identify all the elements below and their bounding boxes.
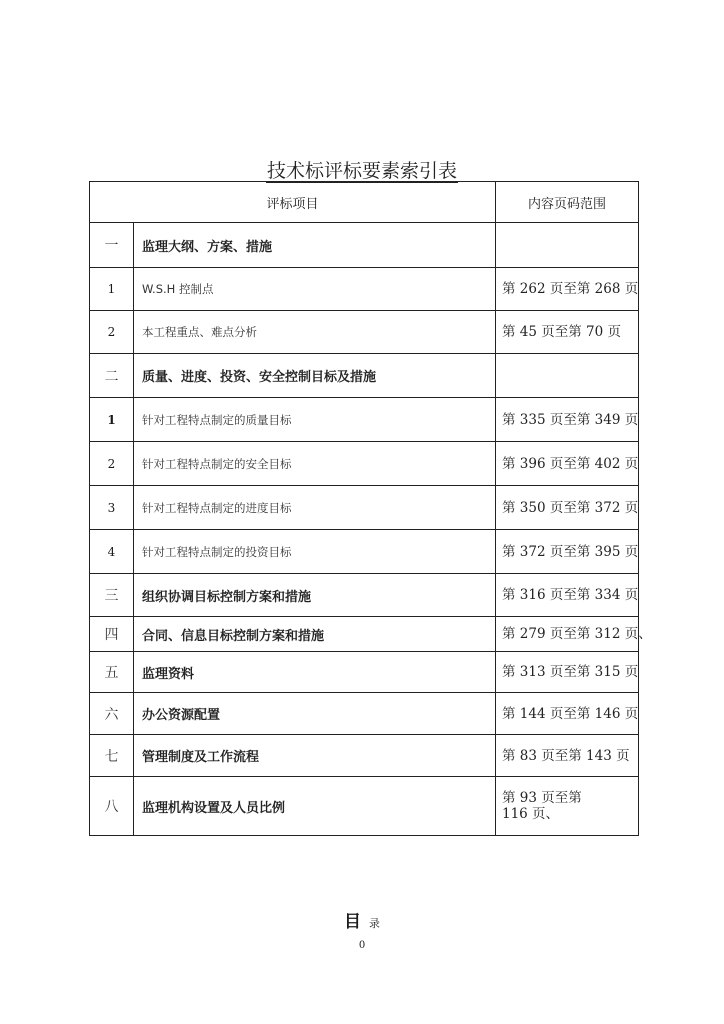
row-number: 四 bbox=[90, 617, 134, 652]
section-row bbox=[90, 652, 639, 693]
row-label: 办公资源配置 bbox=[134, 693, 496, 735]
row-number: 三 bbox=[90, 574, 134, 617]
row-number: 八 bbox=[90, 777, 134, 836]
row-page-range: 第 316 页至第 334 页 bbox=[496, 574, 639, 617]
row-page-range: 第 396 页至第 402 页 bbox=[496, 442, 639, 486]
section-row bbox=[90, 574, 639, 617]
row-label: 组织协调目标控制方案和措施 bbox=[134, 574, 496, 617]
item-row bbox=[90, 268, 639, 311]
row-label: W.S.H 控制点 bbox=[134, 268, 496, 311]
document-title-text: 技术标评标要素索引表 bbox=[266, 160, 457, 182]
index-table bbox=[89, 181, 652, 836]
row-number: 五 bbox=[90, 652, 134, 693]
row-number: 一 bbox=[90, 223, 134, 268]
row-page-range: 第 93 页至第 116 页、 bbox=[496, 777, 639, 836]
item-row bbox=[90, 442, 639, 486]
row-page-range: 第 372 页至第 395 页 bbox=[496, 530, 639, 574]
row-page-range: 第 45 页至第 70 页 bbox=[496, 311, 639, 354]
table-header-row bbox=[90, 182, 639, 223]
row-number: 4 bbox=[90, 530, 134, 574]
row-label: 合同、信息目标控制方案和措施 bbox=[134, 617, 496, 652]
item-row bbox=[90, 311, 639, 354]
section-row bbox=[90, 777, 639, 836]
row-page-range: 第 335 页至第 349 页 bbox=[496, 398, 639, 442]
row-label: 针对工程特点制定的进度目标 bbox=[134, 486, 496, 530]
toc-heading-small: 录 bbox=[369, 917, 380, 930]
section-row bbox=[90, 735, 639, 777]
row-number: 二 bbox=[90, 354, 134, 398]
toc-heading bbox=[0, 907, 724, 932]
row-number: 1 bbox=[90, 398, 134, 442]
section-row bbox=[90, 617, 639, 652]
row-page-range: 第 279 页至第 312 页、 bbox=[496, 617, 639, 652]
row-label: 针对工程特点制定的质量目标 bbox=[134, 398, 496, 442]
toc-heading-big: 目 bbox=[344, 912, 361, 932]
row-page-range: 第 144 页至第 146 页 bbox=[496, 693, 639, 735]
document-title bbox=[0, 156, 724, 183]
row-label: 监理大纲、方案、措施 bbox=[134, 223, 496, 268]
page-number: 0 bbox=[358, 940, 366, 951]
header-page-column: 内容页码范围 bbox=[496, 182, 639, 223]
header-item-column: 评标项目 bbox=[90, 182, 496, 223]
row-page-range: 第 350 页至第 372 页 bbox=[496, 486, 639, 530]
row-label: 针对工程特点制定的安全目标 bbox=[134, 442, 496, 486]
row-number: 3 bbox=[90, 486, 134, 530]
section-row bbox=[90, 354, 639, 398]
row-number: 2 bbox=[90, 442, 134, 486]
section-row bbox=[90, 223, 639, 268]
row-number: 2 bbox=[90, 311, 134, 354]
row-label: 监理机构设置及人员比例 bbox=[134, 777, 496, 836]
row-page-range bbox=[496, 354, 639, 398]
item-row bbox=[90, 486, 639, 530]
row-page-range: 第 262 页至第 268 页 bbox=[496, 268, 639, 311]
row-page-range: 第 313 页至第 315 页 bbox=[496, 652, 639, 693]
section-row bbox=[90, 693, 639, 735]
row-label: 本工程重点、难点分析 bbox=[134, 311, 496, 354]
row-label: 针对工程特点制定的投资目标 bbox=[134, 530, 496, 574]
row-number: 七 bbox=[90, 735, 134, 777]
row-label: 质量、进度、投资、安全控制目标及措施 bbox=[134, 354, 496, 398]
row-page-range: 第 83 页至第 143 页 bbox=[496, 735, 639, 777]
item-row bbox=[90, 530, 639, 574]
row-page-range bbox=[496, 223, 639, 268]
row-label: 监理资料 bbox=[134, 652, 496, 693]
item-row bbox=[90, 398, 639, 442]
row-label: 管理制度及工作流程 bbox=[134, 735, 496, 777]
row-number: 1 bbox=[90, 268, 134, 311]
row-number: 六 bbox=[90, 693, 134, 735]
